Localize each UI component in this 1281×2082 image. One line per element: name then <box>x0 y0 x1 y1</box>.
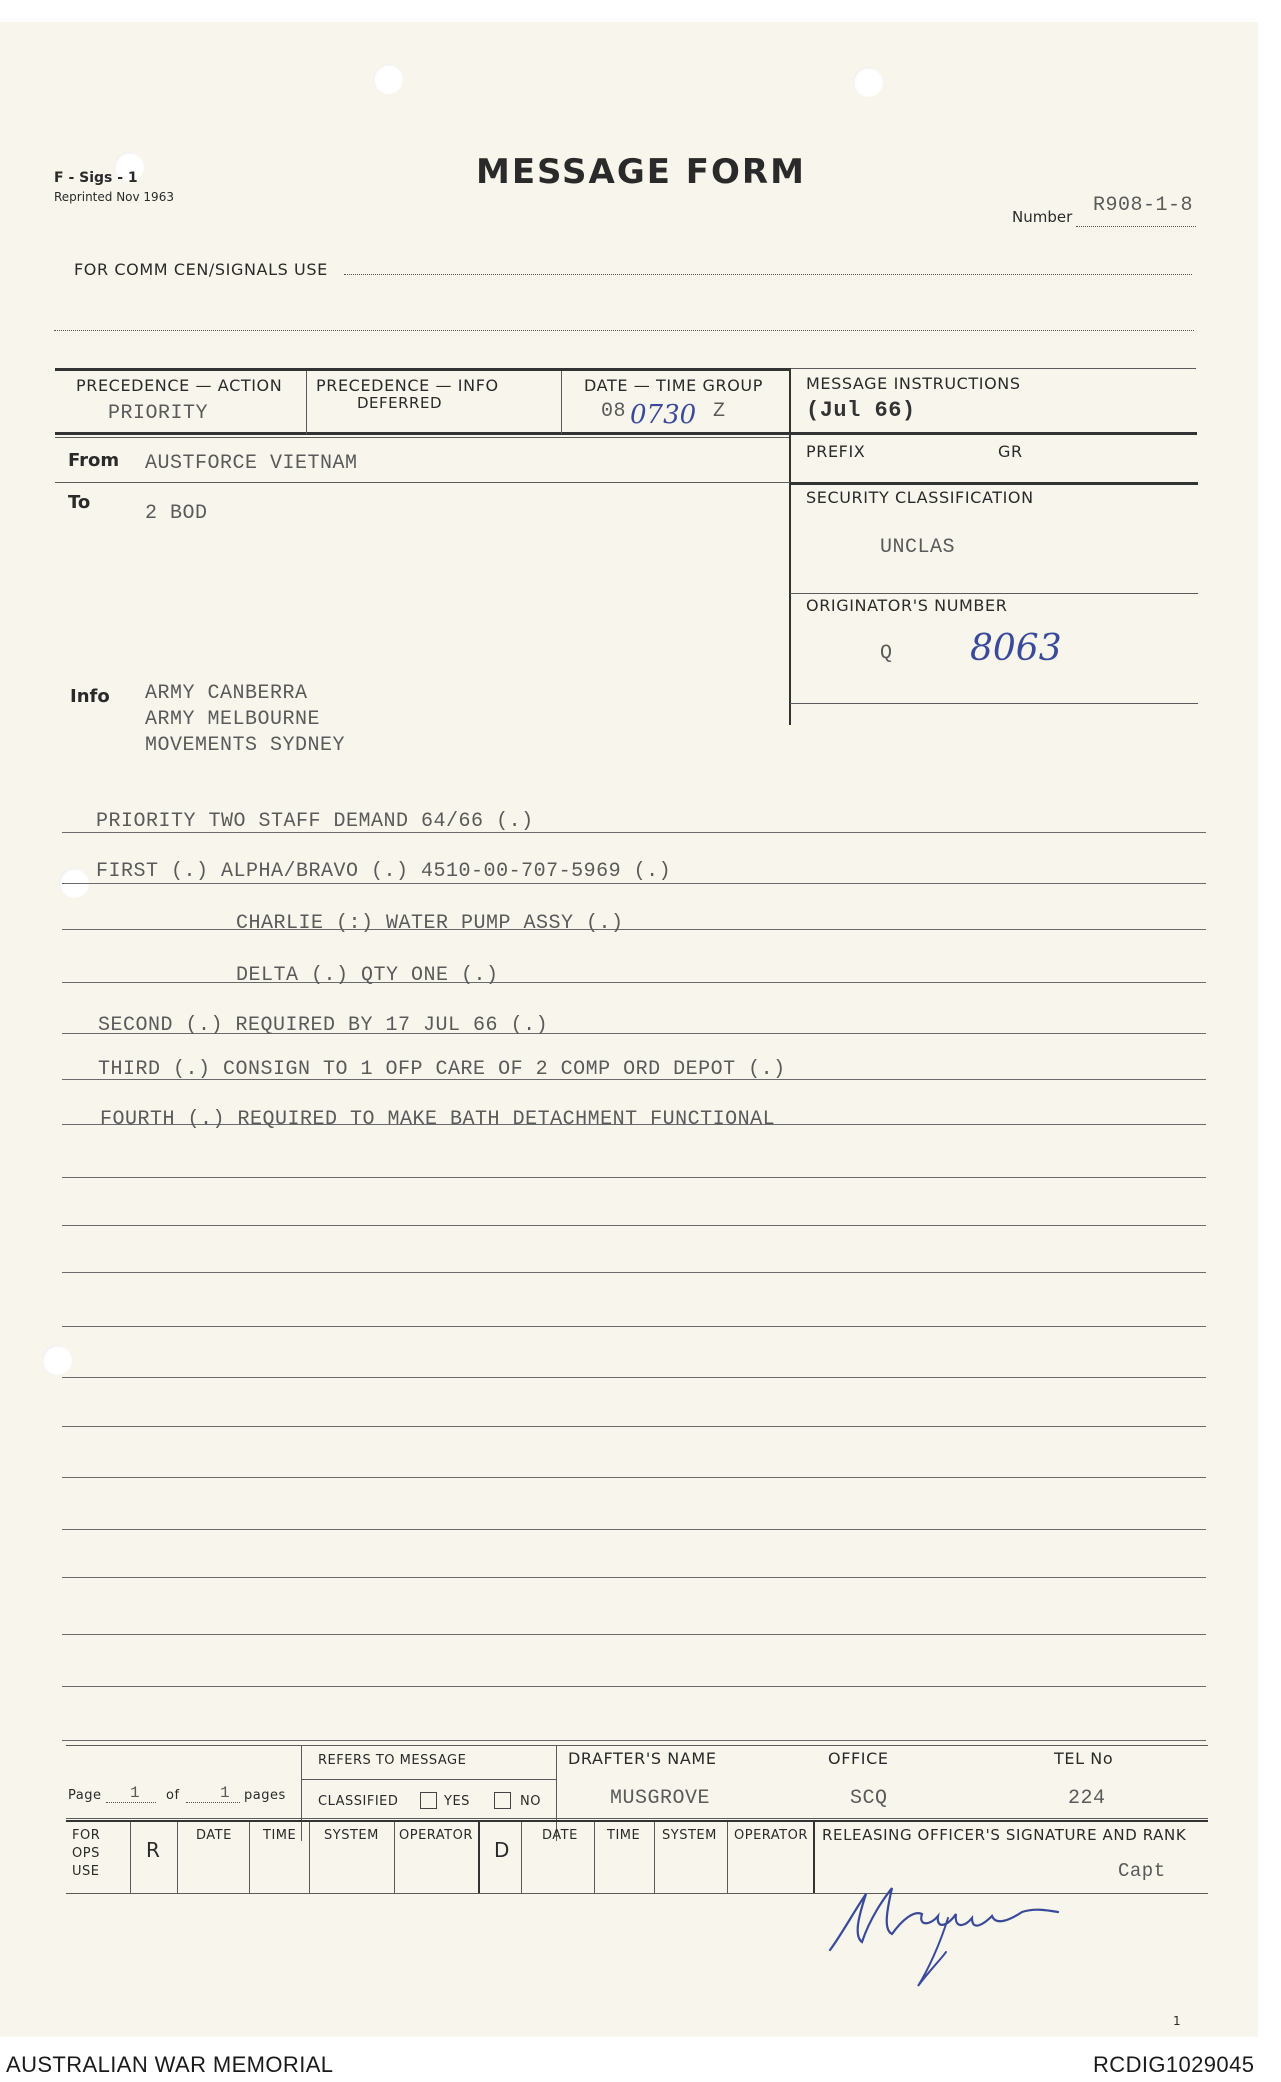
message-line: DELTA (.) QTY ONE (.) <box>236 964 499 987</box>
message-line: CHARLIE (:) WATER PUMP ASSY (.) <box>236 912 624 935</box>
divider <box>249 1822 250 1893</box>
punch-hole <box>373 64 403 94</box>
divider <box>789 368 791 725</box>
dtg-day: 08 <box>601 400 627 423</box>
system-label: SYSTEM <box>662 1828 717 1843</box>
divider <box>177 1822 178 1893</box>
reprinted-note: Reprinted Nov 1963 <box>54 190 174 204</box>
number-value: R908-1-8 <box>1093 194 1194 217</box>
page-label: Page <box>68 1788 102 1803</box>
message-line: FOURTH (.) REQUIRED TO MAKE BATH DETACHMENT FUNCTIONAL <box>100 1108 776 1131</box>
message-line: SECOND (.) REQUIRED BY 17 JUL 66 (.) <box>98 1014 549 1037</box>
security-bottom-line <box>790 593 1198 594</box>
to-value: 2 BOD <box>145 502 208 525</box>
ruled-line <box>62 1272 1206 1273</box>
divider <box>556 1745 557 1841</box>
header-top-border <box>55 368 790 371</box>
for-ops-use-label: USE <box>72 1864 100 1879</box>
footer-right: RCDIG1029045 <box>1093 2052 1255 2077</box>
divider <box>301 1745 302 1841</box>
drafter-value: MUSGROVE <box>610 1787 711 1810</box>
ops-top-line <box>66 1820 1208 1822</box>
ruled-line <box>62 1686 1206 1687</box>
refers-label: REFERS TO MESSAGE <box>318 1753 467 1768</box>
msg-instructions-value: (Jul 66) <box>806 398 916 423</box>
office-label: OFFICE <box>828 1749 889 1768</box>
to-label: To <box>68 492 91 513</box>
d-label: D <box>494 1838 510 1862</box>
page-value: 1 <box>130 1784 141 1802</box>
ruled-line <box>62 1740 1206 1741</box>
ruled-line <box>62 1426 1206 1427</box>
classified-no-checkbox[interactable] <box>494 1792 511 1809</box>
divider <box>561 371 562 434</box>
comm-cen-dotted-line-2 <box>54 330 1194 331</box>
classified-yes-checkbox[interactable] <box>420 1792 437 1809</box>
operator-label: OPERATOR <box>734 1828 808 1843</box>
number-label: Number <box>1012 208 1073 226</box>
header-right-top-line <box>790 368 1196 369</box>
originator-number-label: ORIGINATOR'S NUMBER <box>806 596 1008 615</box>
from-label: From <box>68 450 120 471</box>
originator-prefix: Q <box>880 642 893 665</box>
punch-hole <box>42 1345 72 1375</box>
message-line: THIRD (.) CONSIGN TO 1 OFP CARE OF 2 COMP ORD DEPOT (.) <box>98 1058 786 1081</box>
divider <box>309 1822 310 1893</box>
of-value: 1 <box>220 1784 231 1802</box>
from-value: AUSTFORCE VIETNAM <box>145 452 358 475</box>
gr-label: GR <box>998 442 1023 461</box>
operator-label: OPERATOR <box>399 1828 473 1843</box>
page-dotted <box>106 1802 156 1803</box>
tel-label: TEL No <box>1054 1749 1114 1768</box>
divider <box>594 1822 595 1893</box>
info-value: ARMY MELBOURNE <box>145 708 321 731</box>
date-label: DATE <box>196 1828 232 1843</box>
of-label: of <box>166 1788 180 1803</box>
of-dotted <box>186 1802 240 1803</box>
dtg-zone: Z <box>713 400 726 423</box>
for-ops-use-label: FOR <box>72 1828 101 1843</box>
ruled-line <box>62 1177 1206 1178</box>
drafter-label: DRAFTER'S NAME <box>568 1749 717 1768</box>
ruled-line <box>62 982 1206 983</box>
divider <box>521 1822 522 1893</box>
time-label: TIME <box>607 1828 641 1843</box>
form-code: F - Sigs - 1 <box>54 170 138 186</box>
message-form-sheet <box>0 22 1258 2037</box>
time-label: TIME <box>263 1828 297 1843</box>
divider <box>130 1822 131 1893</box>
for-ops-use-label: OPS <box>72 1846 100 1861</box>
ruled-line <box>62 1577 1206 1578</box>
classified-line <box>66 1818 1208 1819</box>
precedence-action-value: PRIORITY <box>108 402 209 425</box>
rank-value: Capt <box>1118 1860 1166 1882</box>
r-label: R <box>146 1838 160 1862</box>
divider <box>813 1822 815 1893</box>
security-classification-label: SECURITY CLASSIFICATION <box>806 488 1034 507</box>
divider <box>654 1822 655 1893</box>
pages-label: pages <box>244 1788 286 1803</box>
precedence-action-label: PRECEDENCE — ACTION <box>76 376 283 395</box>
dtg-handwritten: 0730 <box>630 400 697 430</box>
comm-cen-dotted-line <box>344 274 1192 275</box>
ruled-line <box>62 1477 1206 1478</box>
no-label: NO <box>520 1794 541 1809</box>
message-line: PRIORITY TWO STAFF DEMAND 64/66 (.) <box>96 810 534 833</box>
refers-line <box>301 1779 556 1780</box>
yes-label: YES <box>444 1794 470 1809</box>
prefix-label: PREFIX <box>806 442 866 461</box>
precedence-info-label: PRECEDENCE — INFO <box>316 376 499 395</box>
ruled-line <box>62 1529 1206 1530</box>
footer-left: AUSTRALIAN WAR MEMORIAL <box>6 2052 334 2077</box>
ruled-line <box>62 883 1206 884</box>
message-line: FIRST (.) ALPHA/BRAVO (.) 4510-00-707-5969 (.) <box>96 860 672 883</box>
classified-label: CLASSIFIED <box>318 1794 399 1809</box>
divider <box>306 371 307 434</box>
system-label: SYSTEM <box>324 1828 379 1843</box>
msg-instructions-label: MESSAGE INSTRUCTIONS <box>806 374 1021 393</box>
comm-cen-label: FOR COMM CEN/SIGNALS USE <box>74 260 328 279</box>
ruled-line <box>62 1377 1206 1378</box>
tel-value: 224 <box>1068 1787 1106 1810</box>
office-value: SCQ <box>850 1787 888 1810</box>
header-bottom-border-2 <box>55 437 790 438</box>
ruled-line <box>62 1225 1206 1226</box>
releasing-officer-label: RELEASING OFFICER'S SIGNATURE AND RANK <box>822 1826 1187 1844</box>
ruled-line <box>62 929 1206 930</box>
divider <box>727 1822 728 1893</box>
date-label: DATE <box>542 1828 578 1843</box>
divider <box>394 1822 395 1893</box>
form-title: MESSAGE FORM <box>476 152 806 192</box>
security-classification-value: UNCLAS <box>880 536 956 559</box>
precedence-info-sub: DEFERRED <box>357 394 443 412</box>
prefix-bottom-line <box>790 482 1198 485</box>
info-value: MOVEMENTS SYDNEY <box>145 734 346 757</box>
info-value: ARMY CANBERRA <box>145 682 308 705</box>
divider <box>478 1822 480 1893</box>
header-bottom-border <box>55 432 1197 435</box>
originator-bottom-line <box>790 703 1198 704</box>
info-label: Info <box>70 686 110 707</box>
number-dotted-line <box>1076 226 1196 227</box>
originator-handwritten-number: 8063 <box>970 628 1062 669</box>
dtg-label: DATE — TIME GROUP <box>584 376 763 395</box>
corner-mark: 1 <box>1173 2014 1181 2028</box>
ruled-line <box>62 1326 1206 1327</box>
signature <box>822 1874 1082 1994</box>
bottom-top-line <box>66 1745 1208 1746</box>
from-line <box>55 482 790 483</box>
ruled-line <box>62 1634 1206 1635</box>
punch-hole <box>853 67 883 97</box>
